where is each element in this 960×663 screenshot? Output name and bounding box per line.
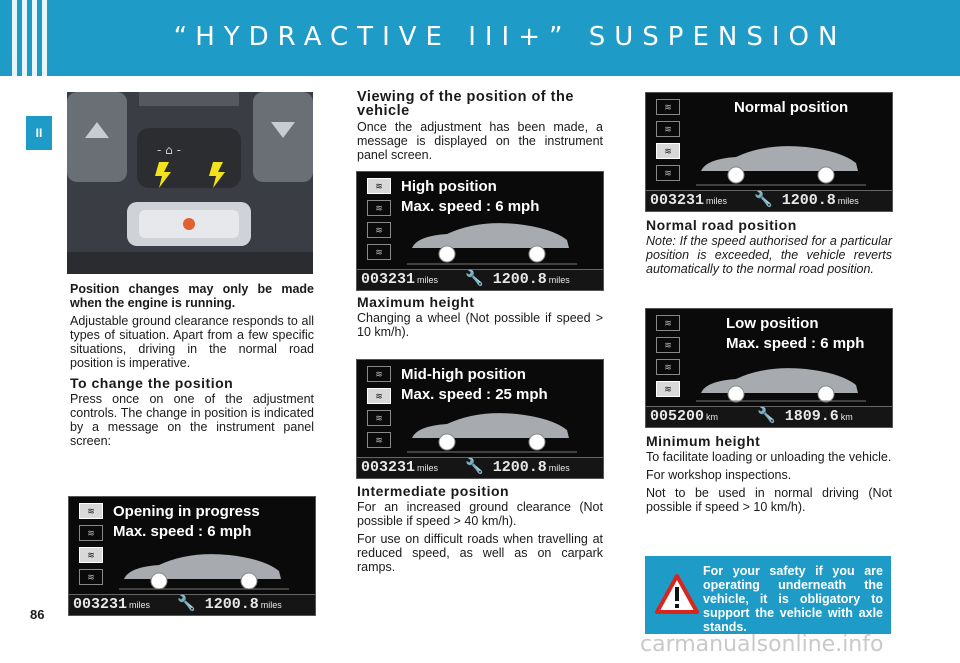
screen-opening: [68, 496, 316, 616]
position-mid-icon: ≋: [656, 121, 680, 137]
screen-normal: [645, 92, 893, 212]
odometer: 003231 miles 🔧 1200.8 miles: [69, 594, 315, 615]
normal-block: [646, 218, 892, 280]
car-icon: [407, 410, 577, 454]
position-normal-icon: ≋: [367, 410, 391, 426]
intro-bold: Position changes may only be made when the engine is running.: [70, 282, 314, 310]
screen-midhigh: [356, 359, 604, 479]
header-stripes: [0, 0, 60, 76]
car-icon: [119, 549, 289, 591]
position-mid-icon: ≋: [367, 388, 391, 404]
position-mid-icon: ≋: [656, 337, 680, 353]
position-icons: [79, 503, 107, 591]
controls-illustration: [67, 92, 313, 274]
screen-speed: Max. speed : 25 mph: [401, 386, 548, 403]
max-height-heading: Maximum height: [357, 294, 475, 310]
chapter-tab[interactable]: II: [26, 116, 52, 150]
position-high-icon: ≋: [79, 503, 103, 519]
controls-photo: [67, 92, 313, 274]
position-low-icon: ≋: [367, 432, 391, 448]
page-header: [0, 0, 960, 76]
minimum-text-1: To facilitate loading or unloading the vehicle.: [646, 450, 892, 464]
section-heading-viewing: Viewing of the position of the vehicle: [357, 89, 574, 119]
svg-text:- ⌂ -: - ⌂ -: [157, 143, 181, 157]
screen-speed: Max. speed : 6 mph: [401, 198, 540, 215]
viewing-text: Once the adjustment has been made, a message is displayed on the instrument panel screen.: [357, 120, 603, 162]
car-icon: [696, 363, 866, 403]
screen-speed: Max. speed : 6 mph: [113, 523, 252, 540]
column-1: [70, 282, 314, 452]
intermediate-text-2: For use on difficult roads when travelling at reduced speed, as well as on carpark ramps.: [357, 532, 603, 574]
page-title: “HYDRACTIVE III+” SUSPENSION: [173, 22, 847, 52]
screen-speed: Max. speed : 6 mph: [726, 335, 865, 352]
max-height-text: Changing a wheel (Not possible if speed > 10 km/h).: [357, 311, 603, 339]
minimum-block: [646, 434, 892, 518]
position-high-icon: ≋: [656, 99, 680, 115]
normal-note: Note: If the speed authorised for a particular position is exceeded, the vehicle reverts automatically to the normal road position.: [646, 234, 892, 276]
position-mid-icon: ≋: [367, 200, 391, 216]
position-low-icon: ≋: [656, 381, 680, 397]
car-icon: [407, 220, 577, 266]
odometer: 003231 miles 🔧 1200.8 miles: [357, 269, 603, 290]
minimum-text-2: For workshop inspections.: [646, 468, 792, 482]
odometer: 003231 miles 🔧 1200.8 miles: [646, 190, 892, 211]
section-heading-change: To change the position: [70, 375, 234, 391]
change-text: Press once on one of the adjustment controls. The change in position is indicated by a message on the instrument panel screen:: [70, 392, 314, 448]
watermark: carmanualsonline.info: [640, 632, 884, 657]
adjustment-control: [137, 128, 241, 188]
warning-text: For your safety if you are operating underneath the vehicle, it is obligatory to support the vehicle with axle stands.: [703, 564, 883, 634]
position-normal-icon: ≋: [656, 359, 680, 375]
page-number: 86: [30, 607, 45, 622]
position-low-icon: ≋: [79, 569, 103, 585]
normal-heading: Normal road position: [646, 217, 797, 233]
position-high-icon: ≋: [367, 178, 391, 194]
column-2: [357, 90, 603, 166]
minimum-heading: Minimum height: [646, 433, 761, 449]
position-normal-icon: ≋: [79, 547, 103, 563]
screen-title: Opening in progress: [113, 503, 260, 520]
position-normal-icon: ≋: [367, 222, 391, 238]
position-low-icon: ≋: [656, 165, 680, 181]
position-low-icon: ≋: [367, 244, 391, 260]
odometer: 005200 km 🔧 1809.6 km: [646, 406, 892, 427]
screen-title: Low position: [726, 315, 819, 332]
screen-title: Normal position: [734, 99, 849, 116]
screen-low: [645, 308, 893, 428]
intermediate-heading: Intermediate position: [357, 483, 510, 499]
intro-text: Adjustable ground clearance responds to all types of situation. Apart from a few specific situations, driving in the normal road position is imperative.: [70, 314, 314, 370]
odometer: 003231 miles 🔧 1200.8 miles: [357, 457, 603, 478]
intermediate-block: [357, 484, 603, 578]
car-icon: [696, 139, 866, 187]
intermediate-text-1: For an increased ground clearance (Not possible if speed > 40 km/h).: [357, 500, 603, 528]
minimum-text-3: Not to be used in normal driving (Not possible if speed > 10 km/h).: [646, 486, 892, 514]
screen-high: [356, 171, 604, 291]
safety-warning: [645, 556, 891, 634]
warning-triangle-icon: [655, 574, 699, 614]
position-mid-icon: ≋: [79, 525, 103, 541]
max-height-block: [357, 295, 603, 343]
position-high-icon: ≋: [367, 366, 391, 382]
screen-title: Mid-high position: [401, 366, 526, 383]
position-normal-icon: ≋: [656, 143, 680, 159]
screen-title: High position: [401, 178, 497, 195]
position-high-icon: ≋: [656, 315, 680, 331]
